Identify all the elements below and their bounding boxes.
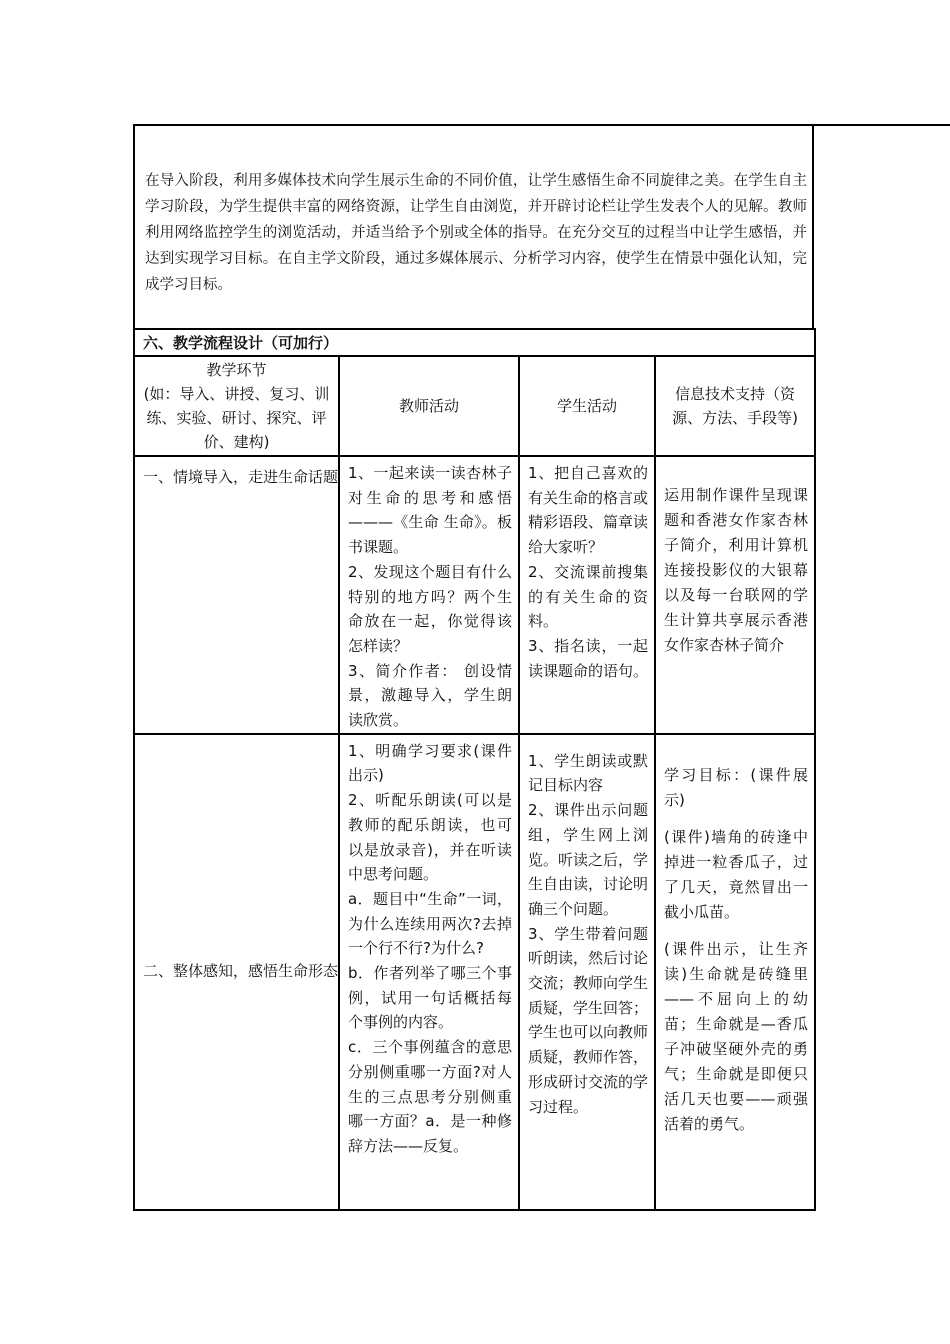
student-cell <box>519 456 655 734</box>
header-stage-title: 教学环节 <box>206 361 267 379</box>
teacher-cell <box>339 734 519 1210</box>
spacer <box>664 813 808 825</box>
strategy-box <box>133 124 814 328</box>
list-item: 2、课件出示问题组，学生网上浏览。听读之后，学生自由读，讨论明确三个问题。 <box>528 801 649 918</box>
list-item: (课件出示，让生齐读)生命就是砖缝里——不屈向上的幼苗；生命就是—香瓜子冲破坚硬外壳的勇气；生命就是即便只活几天也要——顽强活着的勇气。 <box>664 939 809 1133</box>
list-item: 3、学生带着问题听朗读，然后讨论交流；教师向学生质疑，学生回答；学生也可以向教师质疑，教师作答，形成研讨交流的学习过程。 <box>528 924 649 1116</box>
table-row <box>134 734 815 1210</box>
list-item: b．作者列举了哪三个事例，试用一句话概括每个事例的内容。 <box>348 964 512 1032</box>
list-item: a．题目中“生命”一词，为什么连续用两次?去掉一个行不行?为什么? <box>348 889 512 958</box>
student-cell <box>519 734 655 1210</box>
teacher-cell <box>339 456 519 734</box>
stage-text: 一、情境导入，走进生命话题 <box>143 467 339 486</box>
list-item: 学习目标：(课件展示) <box>664 765 809 809</box>
section-title: 六、教学流程设计（可加行） <box>134 329 815 356</box>
stage-cell <box>134 734 339 1210</box>
list-item: 2、发现这个题目有什么特别的地方吗？两个生命放在一起，你觉得该怎样读？ <box>348 562 512 655</box>
list-item: 2、交流课前搜集的有关生命的资料。 <box>528 562 648 631</box>
list-item: (课件)墙角的砖逢中掉进一粒香瓜子，过了几天，竟然冒出一截小瓜苗。 <box>664 827 809 921</box>
stage-text: 二、整体感知，感悟生命形态 <box>143 962 339 981</box>
list-item: 3、简介作者： 创设情景，激趣导入，学生朗读欣赏。 <box>348 661 512 730</box>
teaching-flow-table <box>133 328 816 1211</box>
table-row <box>134 456 815 734</box>
it-cell <box>655 456 815 734</box>
header-stage <box>134 356 339 456</box>
list-item: 2、听配乐朗读(可以是教师的配乐朗读，也可以是放录音)，并在听读中思考问题。 <box>348 791 512 884</box>
list-item: 3、指名读，一起读课题命的语句。 <box>528 636 649 680</box>
page-border-line <box>814 124 950 126</box>
header-stage-note: (如：导入、讲授、复习、训练、实验、研讨、探究、评价、建构) <box>143 385 330 451</box>
list-item: 1、明确学习要求(课件出示) <box>348 741 512 785</box>
it-cell <box>655 734 815 1210</box>
header-student: 学生活动 <box>519 356 655 456</box>
header-row <box>134 356 815 456</box>
list-item: 1、一起来读一读杏林子对生命的思考和感悟———《生命 生命》。板书课题。 <box>348 464 512 557</box>
list-item: 1、学生朗读或默记目标内容 <box>528 751 648 795</box>
list-item: 运用制作课件呈现课题和香港女作家杏林子简介，利用计算机连接投影仪的大银幕以及每一台联网的学生计算共享展示香港女作家杏林子简介 <box>664 486 809 654</box>
list-item: c．三个事例蕴含的意思分别侧重哪一方面?对人生的三点思考分别侧重哪一方面？a．是一种修辞方法——反复。 <box>348 1038 512 1155</box>
spacer <box>664 925 808 937</box>
list-item: 1、把自己喜欢的有关生命的格言或精彩语段、篇章读给大家听？ <box>528 464 649 557</box>
intro-paragraph: 在导入阶段，利用多媒体技术向学生展示生命的不同价值，让学生感悟生命不同旋律之美。在学生自主学习阶段，为学生提供丰富的网络资源，让学生自由浏览，并开辟讨论栏让学生发表个人的见解。教师利用网络监控学生的浏览活动，并适当给予个别或全体的指导。在充分交互的过程当中让学生感悟，并达到实现学习目标。在自主学文阶段，通过多媒体展示、分析学习内容，使学生在情景中强化认知，完成学习目标。 <box>145 173 807 293</box>
header-it: 信息技术支持（资源、方法、手段等) <box>655 356 815 456</box>
header-teacher: 教师活动 <box>339 356 519 456</box>
stage-cell <box>134 456 339 734</box>
